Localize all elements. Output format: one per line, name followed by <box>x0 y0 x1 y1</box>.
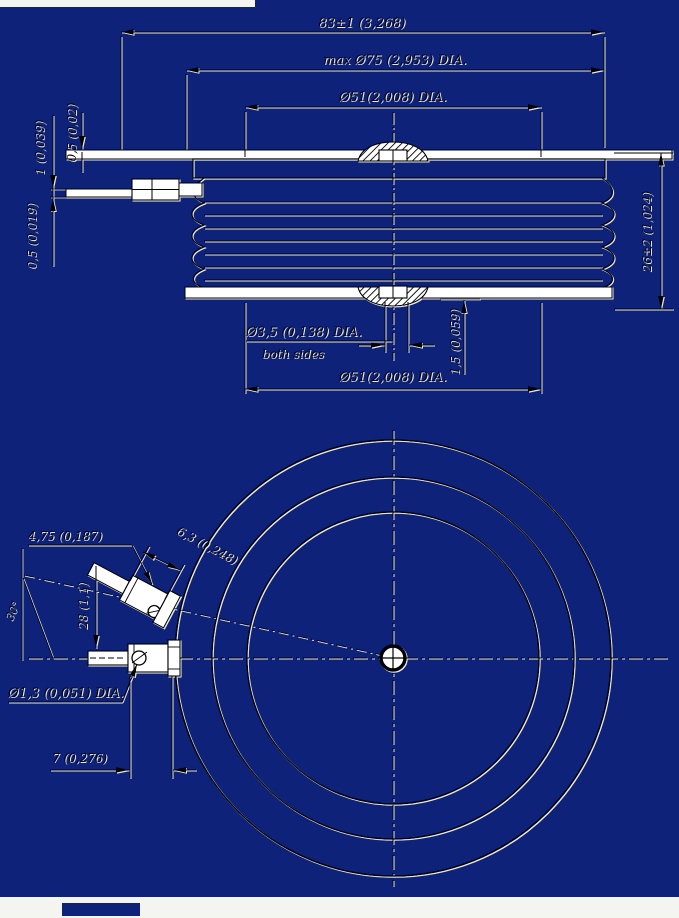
dim-label-pole-diameter-top: Ø51(2,008) DIA. <box>339 90 447 105</box>
dim-label-tab-step-bottom: 0,5 (0,019) <box>25 201 39 269</box>
dim-label-slot-diameter: Ø3,5 (0,138) DIA. <box>246 325 363 340</box>
dim-label-lead-thickness: 1 (0,039) <box>33 119 47 175</box>
dim-label-max-diameter: max Ø75 (2,953) DIA. <box>323 53 467 68</box>
dim-label-tab-offset: 1,5 (0,059) <box>448 307 462 375</box>
dim-label-slot-note: both sides <box>262 347 325 361</box>
dim-label-lead-angle: 30° <box>2 598 23 623</box>
dim-label-tab-step-top: 0,5 (0,02) <box>65 102 79 162</box>
dim-label-pole-diameter-bottom: Ø51(2,008) DIA. <box>339 370 447 385</box>
background-top-strip <box>255 0 679 8</box>
gate-lead-neck <box>179 183 202 196</box>
background-bottom-patch <box>62 903 140 916</box>
dim-label-total-width: 83±1 (3,268) <box>318 16 406 31</box>
dim-label-height: 26±2 (1,024) <box>640 190 654 272</box>
dim-label-terminal-width: 4,75 (0,187) <box>28 529 103 543</box>
dim-label-terminal-end-offset: 7 (0,276) <box>52 751 108 765</box>
gate-lead-strip <box>66 189 132 197</box>
dim-label-hole-diameter: Ø1,3 (0,051) DIA. <box>8 686 125 701</box>
dim-label-terminal-offset: 28 (1,1) <box>76 581 90 629</box>
dim-label-terminal-length: 6,3 (0,248) <box>174 523 240 568</box>
